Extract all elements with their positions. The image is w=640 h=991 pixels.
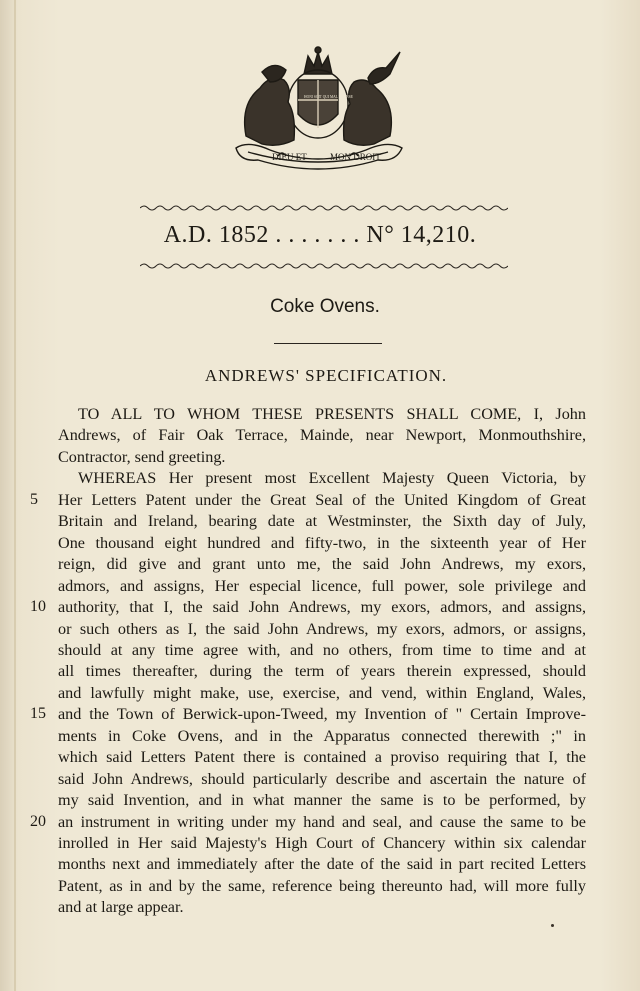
- patent-year: A.D. 1852: [163, 222, 269, 248]
- text-line: ments in Coke Ovens, and in the Apparatus connected therewith ;" in: [58, 726, 586, 745]
- text-line: all times thereafter, during the term of years therein expressed, should: [58, 662, 586, 681]
- motto-right-text: MON DROIT: [330, 152, 381, 162]
- motto-left-text: DIEU ET: [272, 152, 307, 162]
- text-line: Patent, as in and by the same, reference being thereunto had, will more fully: [58, 876, 586, 895]
- text-line: and at large appear.: [58, 898, 184, 917]
- heading-leader-dots: . . . . . . .: [268, 222, 367, 248]
- line-number: 15: [30, 705, 46, 723]
- text-line: and the Town of Berwick-upon-Tweed, my Invention of " Certain Improve-: [58, 705, 586, 724]
- text-line: said John Andrews, should particularly describe and ascertain the nature of: [58, 769, 586, 788]
- ornamental-rule-bottom: [140, 262, 508, 270]
- text-line: inrolled in Her said Majesty's High Court of Chancery within six calendar: [58, 834, 586, 852]
- text-line: an instrument in writing under my hand and seal, and cause the same to be: [58, 812, 586, 831]
- text-line: authority, that I, the said John Andrews, my exors, admors, and assigns,: [58, 598, 586, 617]
- text-line: Contractor, send greeting.: [58, 447, 226, 466]
- text-line: Her Letters Patent under the Great Seal of the United Kingdom of Great: [58, 490, 586, 509]
- line-number: 5: [30, 490, 38, 508]
- text-line: or such others as I, the said John Andrews, my exors, admors, or assigns,: [58, 619, 586, 638]
- print-speck: [551, 924, 554, 927]
- text-line: my said Invention, and in what manner the same is to be performed, by: [58, 791, 586, 810]
- text-line: TO ALL TO WHOM THESE PRESENTS SHALL COME, I, John: [78, 405, 586, 423]
- patent-number: N° 14,210.: [366, 222, 477, 248]
- text-line: Andrews, of Fair Oak Terrace, Mainde, near Newport, Monmouthshire,: [58, 426, 586, 445]
- text-line: months next and immediately after the date of the said in part recited Letters: [58, 855, 586, 874]
- specification-title: ANDREWS' SPECIFICATION.: [204, 366, 448, 385]
- text-line: WHEREAS Her present most Excellent Majesty Queen Victoria, by: [78, 469, 586, 488]
- text-line: Britain and Ireland, bearing date at Westminster, the Sixth day of July,: [58, 512, 586, 531]
- text-line: reign, did give and grant unto me, the said John Andrews, my exors,: [58, 555, 586, 574]
- subject-title: Coke Ovens.: [270, 296, 380, 317]
- patent-heading: [0, 222, 640, 249]
- text-line: admors, and assigns, Her especial licence, full power, sole privilege and: [58, 576, 586, 595]
- line-number: 10: [30, 598, 46, 616]
- royal-coat-of-arms-emblem: [218, 44, 418, 176]
- line-number: 20: [30, 812, 46, 830]
- text-line: which said Letters Patent there is contained a proviso requiring that I, the: [58, 748, 586, 767]
- garter-text: HONI SOIT QUI MAL Y PENSE: [304, 95, 353, 99]
- binding-edge: [14, 0, 16, 991]
- text-line: One thousand eight hundred and fifty-two, in the sixteenth year of Her: [58, 533, 586, 552]
- divider-rule: [274, 343, 382, 344]
- text-line: should at any time agree with, and no others, from time to time and at: [58, 640, 586, 659]
- text-line: and lawfully might make, use, exercise, and vend, within England, Wales,: [58, 683, 586, 702]
- ornamental-rule-top: [140, 204, 508, 212]
